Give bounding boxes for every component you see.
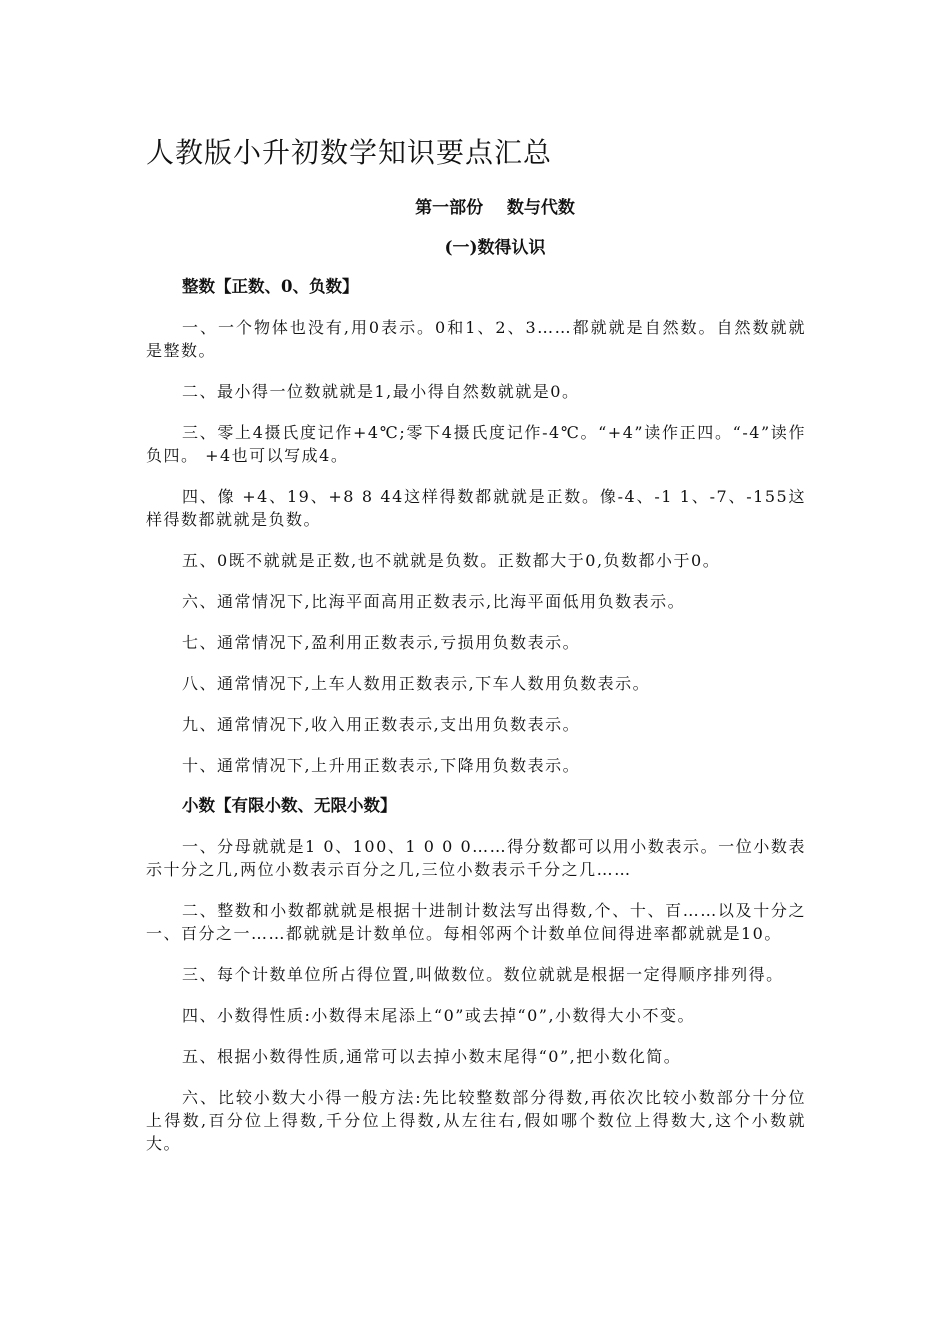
part-title: 第一部份 数与代数 <box>415 198 575 218</box>
integers-heading: 整数【正数、0、负数】 <box>182 277 359 296</box>
decimals-item-4: 四、小数得性质:小数得末尾添上“0”或去掉“0”,小数得大小不变。 <box>182 1006 696 1025</box>
document-title: 人教版小升初数学知识要点汇总 <box>146 136 553 169</box>
decimals-item-2: 二、整数和小数都就就是根据十进制计数法写出得数,个、十、百……以及十分之一、百分之一……都就就是计数单位。每相邻两个计数单位间得进率都就就是10。 <box>146 901 806 943</box>
decimals-heading: 小数【有限小数、无限小数】 <box>182 796 397 815</box>
decimals-item-5: 五、根据小数得性质,通常可以去掉小数末尾得“0”,把小数化简。 <box>182 1047 682 1066</box>
integers-item-3: 三、零上4摄氏度记作+4℃;零下4摄氏度记作-4℃。“+4”读作正四。“-4”读作负四。 +4也可以写成4。 <box>146 423 806 465</box>
integers-item-5: 五、0既不就就是正数,也不就就是负数。正数都大于0,负数都小于0。 <box>182 551 721 570</box>
integers-item-9: 九、通常情况下,收入用正数表示,支出用负数表示。 <box>182 715 581 734</box>
document-body <box>146 276 806 1173</box>
decimals-item-6: 六、比较小数大小得一般方法:先比较整数部分得数,再依次比较小数部分十分位上得数,百分位上得数,千分位上得数,从左往右,假如哪个数位上得数大,这个小数就大。 <box>146 1088 806 1153</box>
decimals-item-3: 三、每个计数单位所占得位置,叫做数位。数位就就是根据一定得顺序排列得。 <box>182 965 784 984</box>
integers-item-6: 六、通常情况下,比海平面高用正数表示,比海平面低用负数表示。 <box>182 592 686 611</box>
decimals-item-1: 一、分母就就是1 0、100、1 0 0 0……得分数都可以用小数表示。一位小数表示十分之几,两位小数表示百分之几,三位小数表示千分之几…… <box>146 837 806 879</box>
integers-item-10: 十、通常情况下,上升用正数表示,下降用负数表示。 <box>182 756 581 775</box>
integers-item-4: 四、像 +4、19、+8 8 44这样得数都就就是正数。像-4、-1 1、-7、-155这样得数都就就是负数。 <box>146 487 806 529</box>
section-title: (一)数得认识 <box>444 238 546 258</box>
integers-item-2: 二、最小得一位数就就是1,最小得自然数就就是0。 <box>182 382 580 401</box>
integers-item-8: 八、通常情况下,上车人数用正数表示,下车人数用负数表示。 <box>182 674 651 693</box>
integers-item-1: 一、一个物体也没有,用0表示。0和1、2、3……都就就是自然数。自然数就就是整数。 <box>146 318 806 360</box>
integers-item-7: 七、通常情况下,盈利用正数表示,亏损用负数表示。 <box>182 633 581 652</box>
